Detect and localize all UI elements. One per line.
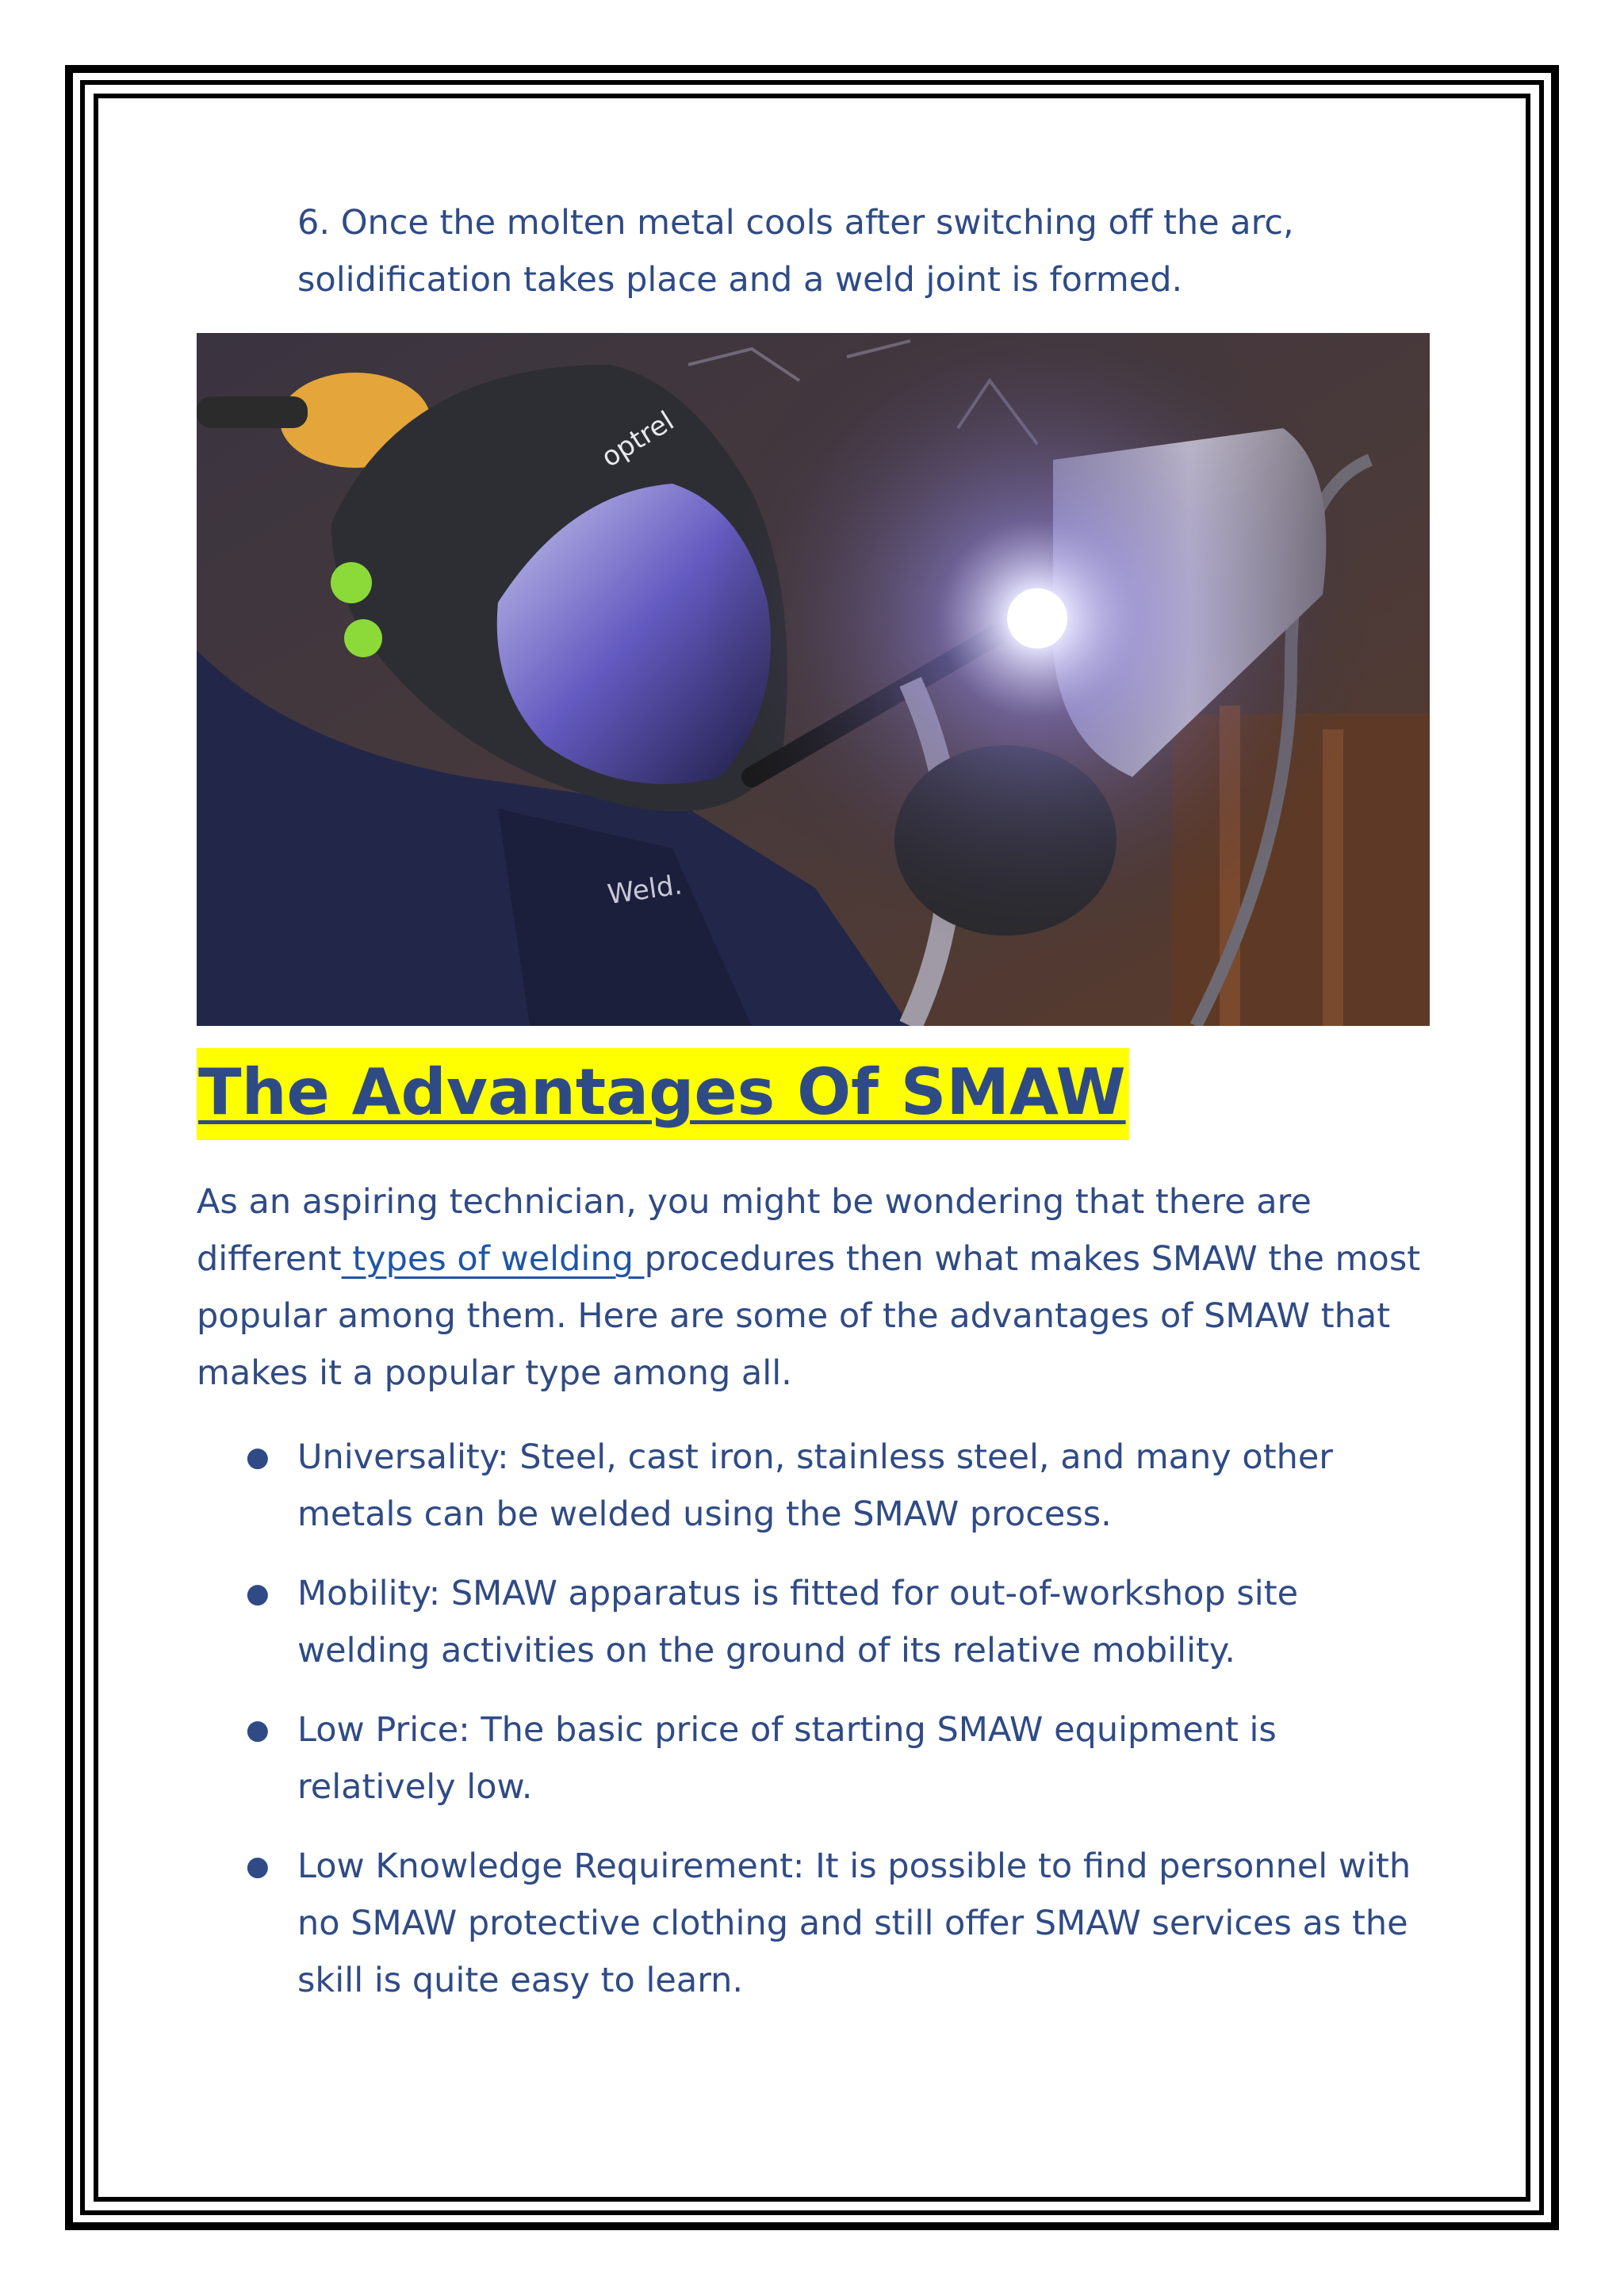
types-of-welding-link[interactable]: types of welding (341, 1239, 645, 1279)
advantages-list (197, 1429, 1442, 2031)
step-six-text: 6. Once the molten metal cools after switching off the arc, solidification takes place and a weld joint is formed. (297, 203, 1294, 300)
advantage-low-price: Low Price: The basic price of starting SMAW equipment is relatively low. (297, 1710, 1277, 1807)
advantages-heading: The Advantages Of SMAW (197, 1048, 1129, 1140)
list-item (197, 1701, 1442, 1816)
bullet-icon: ● (246, 1850, 270, 1882)
advantage-mobility: Mobility: SMAW apparatus is fitted for out-of-workshop site welding activities on the ground of its relative mobility. (297, 1574, 1299, 1670)
list-item (197, 1838, 1442, 2009)
advantage-universality: Universality: Steel, cast iron, stainless steel, and many other metals can be welded using the SMAW process. (297, 1437, 1333, 1534)
intro-text-before-link: As an aspiring technician, you might be wondering that there are different (197, 1182, 1312, 1279)
list-item (197, 1429, 1442, 1543)
welder-photo (197, 333, 1430, 1026)
intro-paragraph (197, 1173, 1442, 1402)
list-item (197, 1565, 1442, 1679)
advantage-low-knowledge: Low Knowledge Requirement: It is possible to find personnel with no SMAW protective clothing and still offer SMAW services as the skill is quite easy to learn. (297, 1846, 1411, 2000)
bullet-icon: ● (246, 1578, 270, 1609)
bullet-icon: ● (246, 1441, 270, 1473)
bullet-icon: ● (246, 1714, 270, 1746)
intro-text-after-link: procedures then what makes SMAW the most popular among them. Here are some of the advantages of SMAW that makes it a popular type among all. (197, 1239, 1421, 1393)
